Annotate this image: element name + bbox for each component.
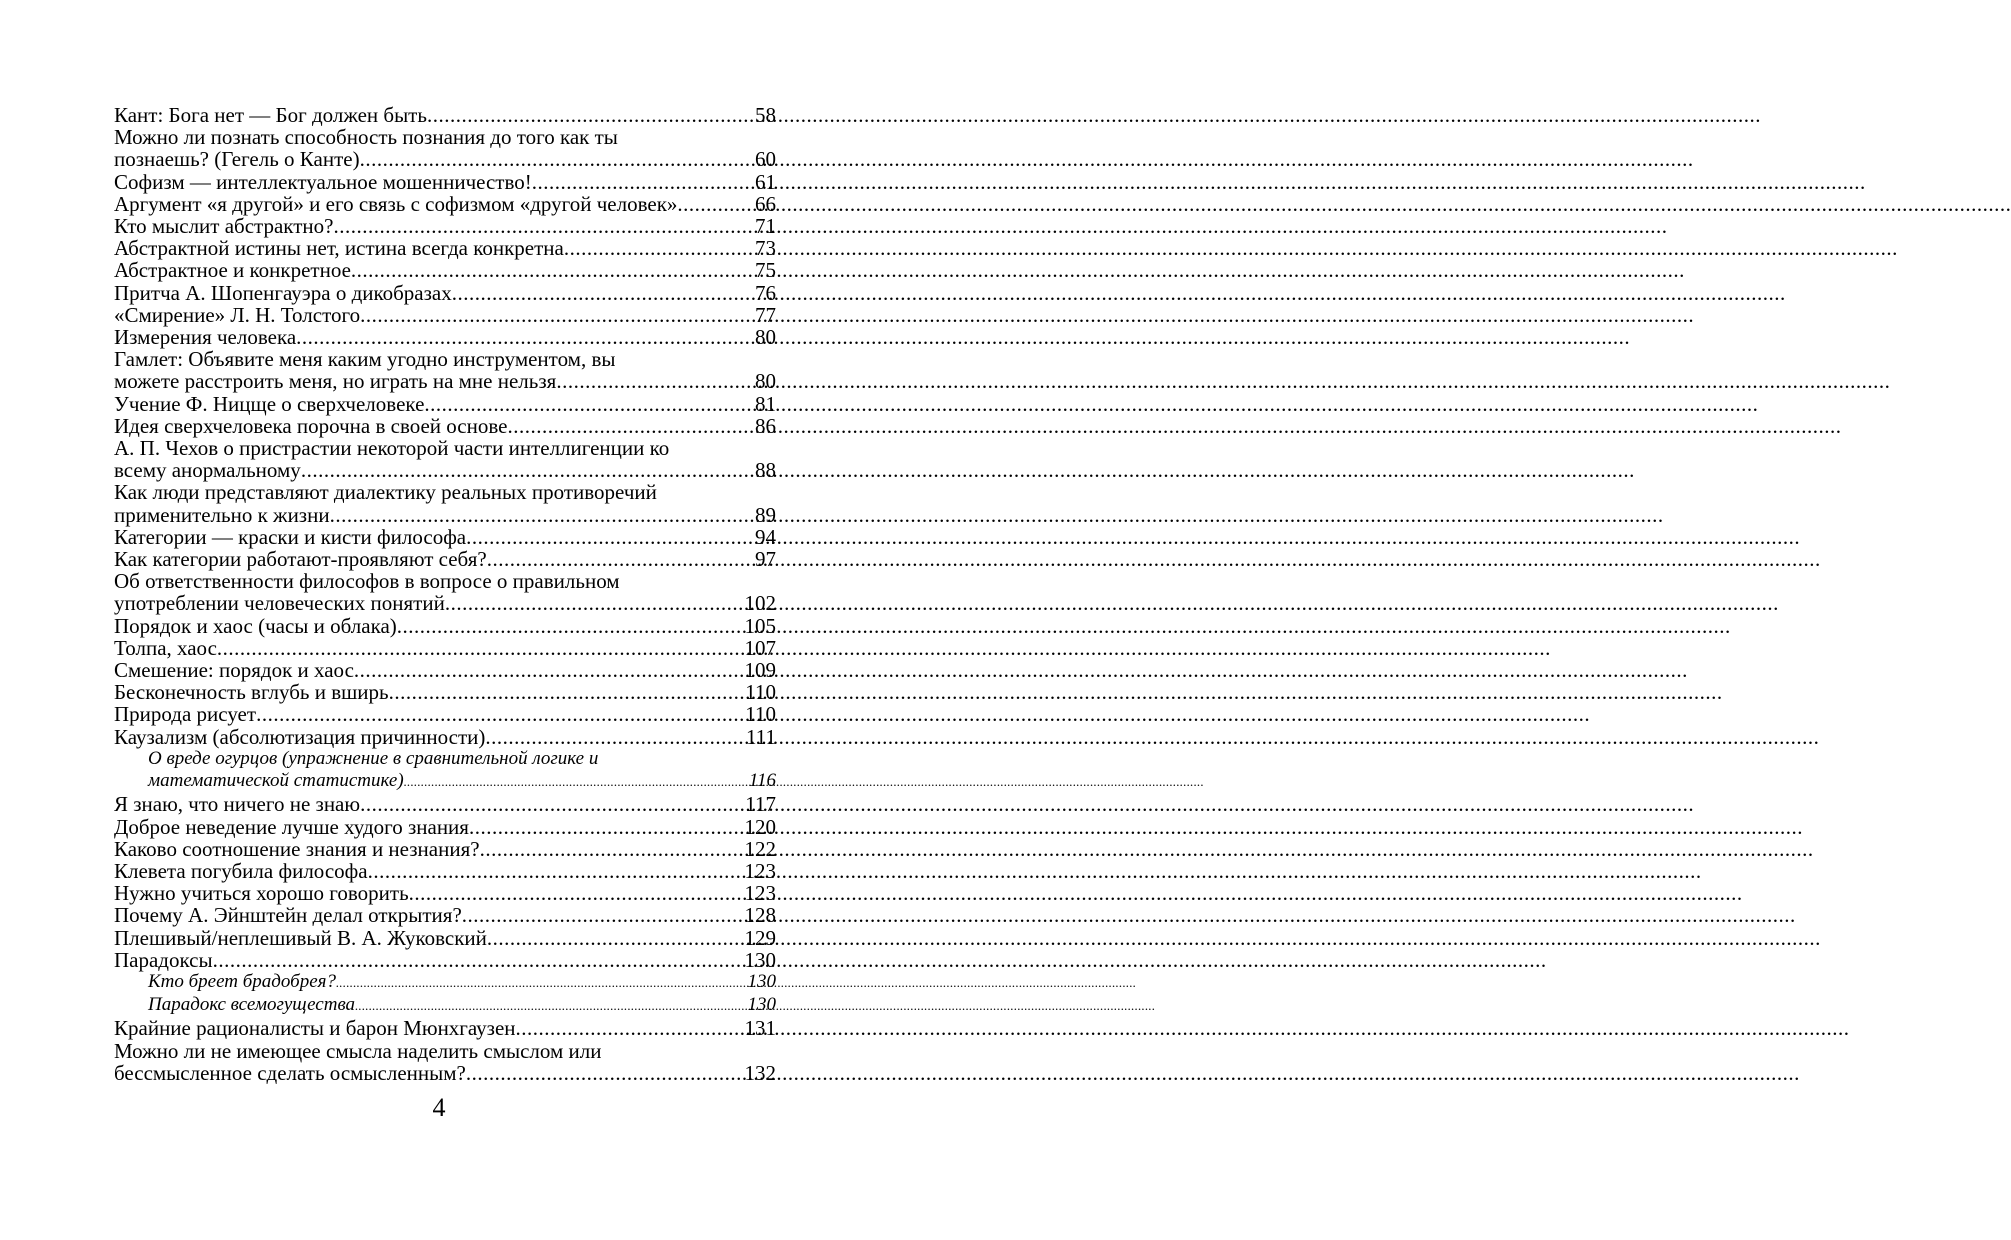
toc-page-number: 130: [747, 970, 776, 992]
toc-page-number: 58: [755, 103, 776, 127]
dot-leader: [485, 726, 746, 748]
page-number: 4: [432, 1093, 446, 1122]
toc-entry-title: Абстрактное и конкретное: [114, 258, 351, 283]
toc-page-number: 123: [744, 881, 776, 906]
toc-entry-title: Идея сверхчеловека порочна в своей основе: [114, 413, 508, 438]
dot-leader: [556, 370, 755, 392]
toc-entry-line: [114, 637, 776, 659]
toc-entry-title-line: Можно ли не имеющее смысла наделить смыслом или: [114, 1038, 602, 1063]
toc-entry-title: Плешивый/неплешивый В. А. Жуковский: [114, 925, 487, 950]
toc-entry-title: Притча А. Шопенгауэра о дикобразах: [114, 280, 452, 305]
toc-entry-line: [114, 681, 776, 703]
dot-leader: [532, 171, 755, 193]
toc-page-number: 128: [744, 903, 776, 928]
toc-entry-title: Я знаю, что ничего не знаю: [114, 792, 361, 817]
toc-page-number: 75: [755, 258, 776, 283]
toc-entry: [114, 481, 776, 525]
toc-entry-title: Кто мыслит абстрактно?: [114, 214, 334, 239]
toc-entry-line: [114, 904, 776, 926]
toc-entry-title: Парадоксы: [114, 947, 213, 972]
toc-entry: [114, 126, 776, 170]
toc-entry-title: Крайние рационалисты и барон Мюнхгаузен: [114, 1016, 516, 1041]
toc-page-number: 117: [745, 792, 776, 817]
toc-entry-title: применительно к жизни: [114, 502, 330, 527]
toc-entry-title-line: А. П. Чехов о пристрастии некоторой части интеллигенции ко: [114, 436, 670, 461]
toc-entry-title: употреблении человеческих понятий: [114, 591, 445, 616]
toc-entry-line: [114, 259, 776, 281]
toc-entry-title-line: О вреде огурцов (упражнение в сравнительной логике и: [148, 747, 599, 769]
toc-page-number: 116: [748, 770, 776, 792]
toc-entry: [114, 860, 776, 882]
dot-leader: [445, 592, 745, 614]
toc-entry-line: [114, 370, 776, 392]
toc-page-number: 73: [755, 236, 776, 261]
toc-entry-line: [114, 592, 776, 614]
toc-entry: [114, 415, 776, 437]
toc-entry-title-line: Можно ли познать способность познания до того как ты: [114, 125, 618, 150]
toc-page-number: 97: [755, 547, 776, 572]
toc-page-number: 80: [755, 325, 776, 350]
toc-entry-title: Природа рисует: [114, 702, 257, 727]
toc-entry: [114, 882, 776, 904]
toc-entry: [114, 681, 776, 703]
toc-entry-line: [114, 793, 776, 815]
toc-page-number: 107: [744, 635, 776, 660]
table-of-contents: [114, 104, 776, 1084]
toc-entry-line: [114, 726, 776, 748]
toc-page-number: 105: [744, 613, 776, 638]
toc-entry-title: Кто бреет брадобрея?: [148, 970, 336, 992]
dot-leader: [564, 237, 755, 259]
toc-entry: [114, 259, 776, 281]
toc-entry-title: Смешение: порядок и хаос: [114, 658, 354, 683]
toc-entry-line: [114, 703, 776, 725]
dot-leader: [487, 548, 755, 570]
dot-leader: [296, 326, 755, 348]
toc-entry-title: Каково соотношение знания и незнания?: [114, 836, 480, 861]
toc-page-number: 60: [755, 147, 776, 172]
toc-entry-title: можете расстроить меня, но играть на мне нельзя: [114, 369, 557, 394]
toc-subentry: [114, 748, 776, 793]
toc-entry-title-line: Об ответственности философов в вопросе о правильном: [114, 569, 620, 594]
toc-page-number: 111: [746, 724, 776, 749]
toc-page-number: 61: [755, 169, 776, 194]
toc-entry-line: [114, 526, 776, 548]
toc-entry: [114, 949, 776, 971]
dot-leader: [462, 904, 745, 926]
toc-entry-title: Абстрактной истины нет, истина всегда конкретна: [114, 236, 564, 261]
toc-entry-line: [148, 971, 776, 994]
toc-page-number: 71: [755, 214, 776, 239]
toc-entry: [114, 816, 776, 838]
dot-leader: [333, 215, 755, 237]
toc-entry: [114, 615, 776, 637]
toc-entry-title: математической статистике): [148, 770, 404, 792]
toc-page-number: 80: [755, 369, 776, 394]
dot-leader: [351, 259, 755, 281]
dot-leader: [301, 459, 755, 481]
toc-entry: [114, 1017, 776, 1039]
dot-leader: [355, 995, 747, 1017]
dot-leader: [336, 972, 748, 994]
toc-entry: [114, 237, 776, 259]
toc-entry-line: [114, 1017, 776, 1039]
toc-entry-line: [114, 415, 776, 437]
toc-entry-title: «Смирение» Л. Н. Толстого: [114, 302, 361, 327]
toc-page-number: 110: [745, 702, 776, 727]
dot-leader: [466, 1062, 745, 1084]
dot-leader: [360, 304, 755, 326]
dot-leader: [507, 415, 755, 437]
dot-leader: [487, 927, 745, 949]
dot-leader: [677, 193, 755, 215]
toc-page-number: 86: [755, 413, 776, 438]
toc-entry: [114, 437, 776, 481]
toc-entry-line: [114, 838, 776, 860]
toc-entry-title: Толпа, хаос: [114, 635, 217, 660]
toc-page-number: 120: [744, 814, 776, 839]
toc-entry-line: [114, 104, 776, 126]
dot-leader: [330, 504, 755, 526]
toc-entry: [114, 793, 776, 815]
toc-entry-title: Софизм — интеллектуальное мошенничество!: [114, 169, 532, 194]
toc-entry-line: [114, 882, 776, 904]
toc-entry: [114, 570, 776, 614]
dot-leader: [354, 659, 745, 681]
toc-entry-title: всему анормальному: [114, 458, 301, 483]
toc-entry-line: [114, 148, 776, 170]
toc-entry-line: [114, 615, 776, 637]
toc-entry: [114, 104, 776, 126]
toc-entry: [114, 326, 776, 348]
toc-entry-line: [114, 215, 776, 237]
toc-entry-title: Клевета погубила философа: [114, 858, 368, 883]
toc-page-number: 129: [744, 925, 776, 950]
toc-entry-title: Парадокс всемогущества: [148, 994, 356, 1016]
toc-entry-title: Кант: Бога нет — Бог должен быть: [114, 103, 427, 127]
dot-leader: [480, 838, 745, 860]
toc-page-number: 132: [744, 1060, 776, 1085]
toc-page-number: 109: [744, 658, 776, 683]
toc-entry-line: [114, 816, 776, 838]
toc-entry: [114, 927, 776, 949]
toc-entry: [114, 393, 776, 415]
dot-leader: [360, 148, 755, 170]
toc-page-number: 81: [755, 391, 776, 416]
dot-leader: [213, 949, 745, 971]
dot-leader: [256, 703, 745, 725]
toc-entry-title: Каузализм (абсолютизация причинности): [114, 724, 486, 749]
toc-entry-title: Как категории работают-проявляют себя?: [114, 547, 487, 572]
toc-entry-line: [114, 548, 776, 570]
dot-leader: [452, 282, 755, 304]
dot-leader: [409, 882, 745, 904]
toc-entry-line: [114, 927, 776, 949]
toc-entry-title: бессмысленное сделать осмысленным?: [114, 1060, 466, 1085]
toc-entry-line: [114, 237, 776, 259]
toc-entry-line: [114, 860, 776, 882]
toc-entry-title: Порядок и хаос (часы и облака): [114, 613, 397, 638]
toc-entry-line: [148, 770, 776, 793]
toc-entry-line: [114, 282, 776, 304]
toc-subentry: [114, 994, 776, 1017]
toc-subentry: [114, 971, 776, 994]
toc-page-number: 130: [747, 994, 776, 1016]
toc-entry-line: [114, 326, 776, 348]
toc-entry: [114, 838, 776, 860]
toc-page-number: 122: [744, 836, 776, 861]
dot-leader: [424, 393, 755, 415]
toc-entry: [114, 348, 776, 392]
toc-page-number: 77: [755, 302, 776, 327]
toc-entry-line: [114, 304, 776, 326]
toc-page-number: 123: [744, 858, 776, 883]
toc-entry-title-line: Гамлет: Объявите меня каким угодно инструментом, вы: [114, 347, 616, 372]
toc-entry-title: Доброе неведение лучше худого знания: [114, 814, 469, 839]
toc-entry: [114, 548, 776, 570]
toc-entry: [114, 659, 776, 681]
toc-page-number: 94: [755, 524, 776, 549]
toc-entry: [114, 304, 776, 326]
toc-entry-title: Учение Ф. Ницще о сверхчеловеке: [114, 391, 425, 416]
dot-leader: [368, 860, 745, 882]
dot-leader: [360, 793, 745, 815]
toc-page-number: 66: [755, 191, 776, 216]
toc-entry: [114, 904, 776, 926]
toc-entry: [114, 703, 776, 725]
dot-leader: [466, 526, 755, 548]
toc-entry-line: [148, 994, 776, 1017]
toc-entry: [114, 171, 776, 193]
toc-entry-title: познаешь? (Гегель о Канте): [114, 147, 360, 172]
toc-page-number: 130: [744, 947, 776, 972]
toc-entry-title-line: Как люди представляют диалектику реальных противоречий: [114, 480, 657, 505]
toc-page-number: 76: [755, 280, 776, 305]
toc-entry: [114, 282, 776, 304]
toc-entry-line: [114, 504, 776, 526]
toc-entry-line: [114, 659, 776, 681]
toc-entry-line: [114, 1062, 776, 1084]
toc-entry-line: [114, 949, 776, 971]
toc-entry-title: Почему А. Эйнштейн делал открытия?: [114, 903, 462, 928]
toc-entry: [114, 215, 776, 237]
toc-entry: [114, 637, 776, 659]
toc-entry-title: Нужно учиться хорошо говорить: [114, 881, 409, 906]
toc-entry-line: [114, 459, 776, 481]
toc-entry: [114, 726, 776, 748]
dot-leader: [427, 104, 755, 126]
dot-leader: [404, 771, 749, 793]
toc-entry-line: [114, 393, 776, 415]
toc-entry-title: Измерения человека: [114, 325, 297, 350]
toc-page-number: 131: [744, 1016, 776, 1041]
toc-entry-line: [114, 193, 776, 215]
toc-entry-title: Бесконечность вглубь и вширь: [114, 680, 389, 705]
toc-entry-title: Категории — краски и кисти философа: [114, 524, 467, 549]
toc-page-number: 88: [755, 458, 776, 483]
dot-leader: [397, 615, 745, 637]
dot-leader: [389, 681, 746, 703]
toc-page-number: 110: [745, 680, 776, 705]
dot-leader: [217, 637, 745, 659]
toc-page-number: 102: [744, 591, 776, 616]
toc-entry: [114, 526, 776, 548]
toc-entry: [114, 1040, 776, 1084]
toc-page-number: 89: [755, 502, 776, 527]
dot-leader: [469, 816, 745, 838]
toc-entry: [114, 193, 776, 215]
toc-entry-line: [114, 171, 776, 193]
dot-leader: [516, 1017, 745, 1039]
toc-entry-title: Аргумент «я другой» и его связь с софизмом «другой человек»: [114, 191, 678, 216]
